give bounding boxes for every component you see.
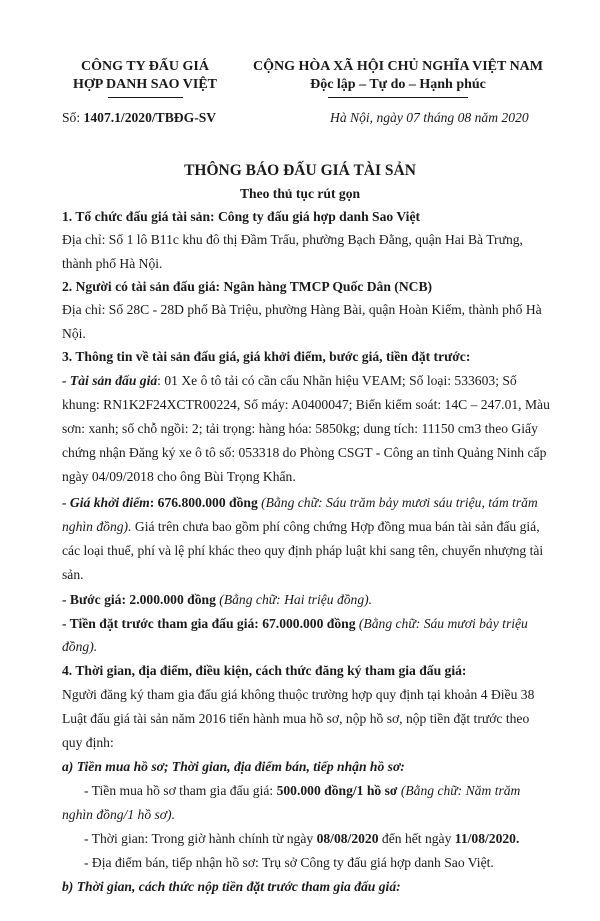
- section-3-heading: 3. Thông tin về tài sản đấu giá, giá khởi điểm, bước giá, tiền đặt trước:: [62, 349, 471, 364]
- section-4-para-1: Người đăng ký tham gia đấu giá không thuộc trường hợp quy định tại khoản 4 Điều 38: [62, 687, 535, 702]
- start-price-line-1: - Giá khởi điểm: 676.800.000 đồng (Bằng chữ: Sáu trăm bảy mươi sáu triệu, tám trăm: [62, 495, 538, 510]
- dossier-fee-line-1: - Tiền mua hồ sơ tham gia đấu giá: 500.000 đồng/1 hồ sơ (Bằng chữ: Năm trăm: [84, 783, 521, 798]
- dossier-fee-line-2: nghìn đồng/1 hồ sơ).: [62, 807, 175, 822]
- section-1-address-2: thành phố Hà Nội.: [62, 256, 163, 271]
- subsection-b-heading: b) Thời gian, cách thức nộp tiền đặt trước tham gia đấu giá:: [62, 879, 401, 894]
- section-1-address-1: Địa chỉ: Số 1 lô B11c khu đô thị Đầm Trấu, phường Bạch Đằng, quận Hai Bà Trưng,: [62, 232, 523, 247]
- sale-time-line: - Thời gian: Trong giờ hành chính từ ngày 08/08/2020 đến hết ngày 11/08/2020.: [84, 831, 520, 846]
- document-number: Số: 1407.1/2020/TBĐG-SV: [62, 110, 217, 125]
- start-price-line-4: sản.: [62, 567, 84, 582]
- section-1-heading: 1. Tổ chức đấu giá tài sản: Công ty đấu giá hợp danh Sao Việt: [62, 209, 421, 224]
- deposit-line-2: đồng).: [62, 639, 98, 654]
- asset-line-2: khung: RN1K2F24XCTR00224, Số máy: A0400047; Biển kiểm soát: 14C – 247.01, Màu: [62, 397, 550, 412]
- place-date: Hà Nội, ngày 07 tháng 08 năm 2020: [330, 110, 529, 125]
- section-4-para-3: quy định:: [62, 735, 114, 750]
- asset-line-4: chứng nhận Đăng ký xe ô tô số: 053318 do Phòng CSGT - Công an tỉnh Quảng Ninh cấp: [62, 445, 547, 460]
- start-price-line-2: nghìn đồng). Giá trên chưa bao gồm phí công chứng Hợp đồng mua bán tài sản đấu giá,: [62, 519, 540, 534]
- section-2-heading: 2. Người có tài sản đấu giá: Ngân hàng TMCP Quốc Dân (NCB): [62, 279, 433, 294]
- deposit-line-1: - Tiền đặt trước tham gia đấu giá: 67.000.000 đồng (Bằng chữ: Sáu mươi bảy triệu: [62, 616, 528, 631]
- page-subtitle: Theo thủ tục rút gọn: [239, 186, 361, 201]
- step-price-line: - Bước giá: 2.000.000 đồng (Bằng chữ: Hai triệu đồng).: [62, 592, 373, 607]
- start-price-line-3: các loại thuế, phí và lệ phí khác theo quy định pháp luật khi sang tên, chuyển nhượng tài: [62, 543, 544, 558]
- republic-line-2: Độc lập – Tự do – Hạnh phúc: [310, 77, 486, 92]
- page-title: THÔNG BÁO ĐẤU GIÁ TÀI SẢN: [184, 162, 416, 179]
- republic-line-1: CỘNG HÒA XÃ HỘI CHỦ NGHĨA VIỆT NAM: [252, 59, 543, 74]
- section-4-heading: 4. Thời gian, địa điểm, điều kiện, cách thức đăng ký tham gia đấu giá:: [62, 663, 467, 678]
- asset-line-3: sơn: xanh; số chỗ ngồi: 2; tải trọng: hàng hóa: 5850kg; dung tích: 11150 cm3 theo Giấy: [62, 421, 538, 436]
- section-2-address-1: Địa chỉ: Số 28C - 28D phố Bà Triệu, phường Hàng Bài, quận Hoàn Kiếm, thành phố Hà: [62, 302, 542, 317]
- doc-no-value: 1407.1/2020/TBĐG-SV: [83, 110, 217, 125]
- asset-line-5: ngày 04/09/2018 cho ông Bùi Trọng Khẩn.: [62, 469, 296, 484]
- company-line-2: HỢP DANH SAO VIỆT: [72, 77, 218, 92]
- sale-location-line: - Địa điểm bán, tiếp nhận hồ sơ: Trụ sở Công ty đấu giá hợp danh Sao Việt.: [84, 855, 494, 870]
- document-body: [62, 0, 552, 921]
- asset-line-1: - Tài sản đấu giá: 01 Xe ô tô tải có cần cẩu Nhãn hiệu VEAM; Số loại: 533603; Số: [62, 373, 517, 388]
- section-4-para-2: Luật đấu giá tài sản năm 2016 tiến hành mua hồ sơ, nộp hồ sơ, nộp tiền đặt trước theo: [62, 711, 530, 726]
- subsection-a-heading: a) Tiền mua hồ sơ; Thời gian, địa điểm bán, tiếp nhận hồ sơ:: [62, 759, 405, 774]
- section-2-address-2: Nội.: [62, 326, 86, 341]
- company-line-1: CÔNG TY ĐẤU GIÁ: [81, 59, 209, 74]
